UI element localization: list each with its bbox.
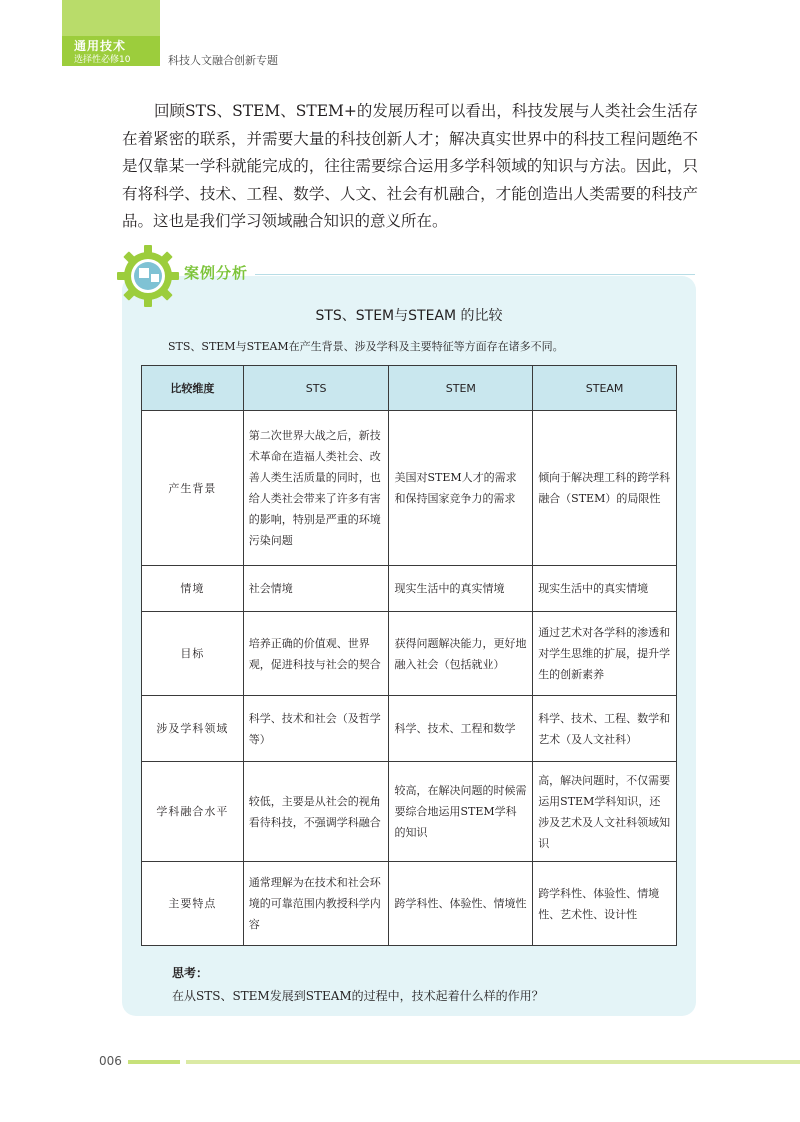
intro-paragraph: 回顾STS、STEM、STEM+的发展历程可以看出，科技发展与人类社会生活存在着紧密的联系，并需要大量的科技创新人才；解决真实世界中的科技工程问题绝不是仅靠某一学科就能完成的，往往需要综合运用多学科领域的知识与方法。因此，只有将科学、技术、工程、数学、人文、社会有机融合，才能创造出人类需要的科技产品。这也是我们学习领域融合知识的意义所在。 <box>122 102 698 230</box>
page-number: 006 <box>99 1054 122 1068</box>
row-dimension: 产生背景 <box>142 411 244 566</box>
cell-stem: 获得问题解决能力，更好地融入社会（包括就业） <box>389 612 533 696</box>
cell-stem: 科学、技术、工程和数学 <box>389 696 533 762</box>
book-title: 通用技术 <box>74 39 127 53</box>
row-dimension: 主要特点 <box>142 862 244 946</box>
cell-sts: 社会情境 <box>243 566 389 612</box>
table-row <box>142 566 677 612</box>
row-dimension: 情境 <box>142 566 244 612</box>
think-heading: 思考： <box>172 966 209 980</box>
cell-sts: 较低，主要是从社会的视角看待科技，不强调学科融合 <box>243 762 389 862</box>
cell-stem: 跨学科性、体验性、情境性 <box>389 862 533 946</box>
footer-bar-long <box>186 1060 800 1064</box>
header-stem: STEM <box>389 366 533 411</box>
cell-steam: 高，解决问题时，不仅需要运用STEM学科知识，还涉及艺术及人文社科领域知识 <box>533 762 677 862</box>
cell-sts: 第二次世界大战之后，新技术革命在造福人类社会、改善人类生活质量的同时，也给人类社会带来了许多有害的影响，特别是严重的环境污染问题 <box>243 411 389 566</box>
table-row <box>142 862 677 946</box>
header-steam: STEAM <box>533 366 677 411</box>
case-description: STS、STEM与STEAM在产生背景、涉及学科及主要特征等方面存在诸多不同。 <box>168 340 564 353</box>
table-row <box>142 696 677 762</box>
case-analysis-label: 案例分析 <box>184 264 249 282</box>
header-dimension: 比较维度 <box>142 366 244 411</box>
header-badge-top <box>62 0 160 36</box>
cell-steam: 现实生活中的真实情境 <box>533 566 677 612</box>
row-dimension: 目标 <box>142 612 244 696</box>
cell-stem: 较高，在解决问题的时候需要综合地运用STEM学科的知识 <box>389 762 533 862</box>
row-dimension: 涉及学科领域 <box>142 696 244 762</box>
header-badge <box>62 0 160 66</box>
cell-steam: 倾向于解决理工科的跨学科融合（STEM）的局限性 <box>533 411 677 566</box>
case-title: STS、STEM与STEAM 的比较 <box>315 308 503 324</box>
cell-sts: 培养正确的价值观、世界观，促进科技与社会的契合 <box>243 612 389 696</box>
table-row <box>142 762 677 862</box>
cell-steam: 跨学科性、体验性、情境性、艺术性、设计性 <box>533 862 677 946</box>
topic-title: 科技人文融合创新专题 <box>168 54 278 67</box>
table-row <box>142 612 677 696</box>
gear-icon <box>115 243 181 309</box>
row-dimension: 学科融合水平 <box>142 762 244 862</box>
header-sts: STS <box>243 366 389 411</box>
cell-sts: 通常理解为在技术和社会环境的可靠范围内教授科学内容 <box>243 862 389 946</box>
comparison-table <box>141 365 677 946</box>
cell-stem: 现实生活中的真实情境 <box>389 566 533 612</box>
case-divider <box>255 274 695 275</box>
table-header-row <box>142 366 677 411</box>
cell-steam: 通过艺术对各学科的渗透和对学生思维的扩展，提升学生的创新素养 <box>533 612 677 696</box>
cell-stem: 美国对STEM人才的需求和保持国家竞争力的需求 <box>389 411 533 566</box>
footer-bar-short <box>128 1060 180 1064</box>
cell-sts: 科学、技术和社会（及哲学等） <box>243 696 389 762</box>
table-row <box>142 411 677 566</box>
cell-steam: 科学、技术、工程、数学和艺术（及人文社科） <box>533 696 677 762</box>
book-subtitle: 选择性必修10 <box>74 55 131 65</box>
think-question: 在从STS、STEM发展到STEAM的过程中，技术起着什么样的作用？ <box>172 989 544 1003</box>
